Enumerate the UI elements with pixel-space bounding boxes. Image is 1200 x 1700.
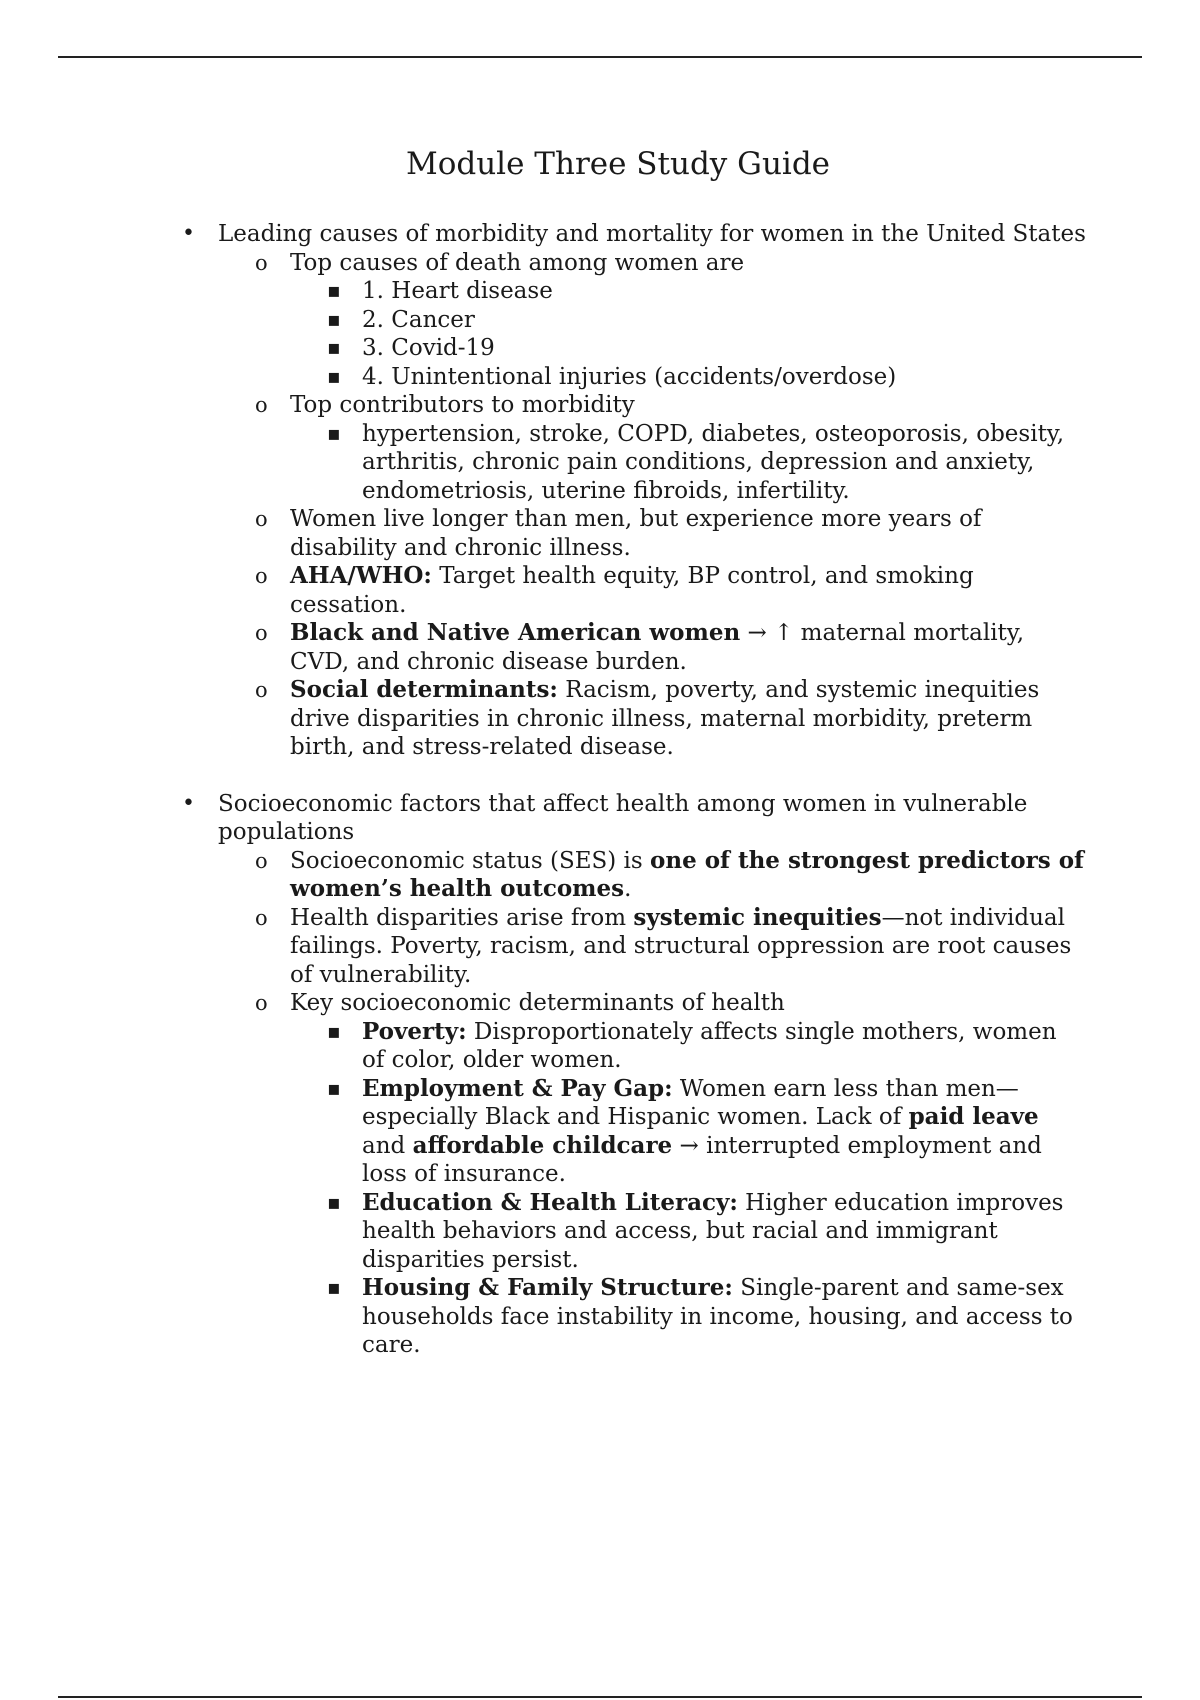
list-item-socioeconomic: • Socioeconomic factors that affect health among women in vulnerable populations — [182, 790, 1028, 845]
document-title: Module Three Study Guide — [405, 146, 831, 182]
circle-bullet-icon: o — [255, 564, 268, 588]
circle-bullet-icon: o — [255, 848, 268, 873]
list-item-ses: o Socioeconomic status (SES) is one of the strongest predictors of women’s health outcomes. — [255, 846, 1084, 902]
circle-bullet-icon: o — [255, 507, 268, 531]
circle-bullet-icon: o — [255, 905, 268, 930]
list-item-leading-causes: • Leading causes of morbidity and mortality for women in the United States — [182, 221, 1086, 247]
list-item-longevity: o Women live longer than men, but experience more years of disability and chronic illness. — [255, 506, 982, 561]
list-item: ▪ 3. Covid-19 — [327, 335, 495, 361]
list-item: ▪ 1. Heart disease — [327, 278, 553, 304]
list-item-health-disparities: o Health disparities arise from systemic inequities—not individual failings. Poverty, racism, and structural oppression are root causes of vulnerability. — [255, 903, 1072, 988]
list-item-death-causes: o Top causes of death among women are — [255, 249, 745, 276]
circle-bullet-icon: o — [255, 991, 268, 1015]
list-item-poverty: ▪ Poverty: Disproportionately affects single mothers, women of color, older women. — [327, 1017, 1057, 1073]
square-bullet-icon: ▪ — [327, 1275, 341, 1299]
list-item: ▪ 4. Unintentional injuries (accidents/overdose) — [327, 363, 897, 390]
list-item: ▪ hypertension, stroke, COPD, diabetes, osteoporosis, obesity, arthritis, chronic pain conditions, depression and anxiety, endometriosis, uterine fibroids, infertility. — [327, 420, 1065, 504]
circle-bullet-icon: o — [255, 678, 268, 702]
list-item: ▪ 2. Cancer — [327, 306, 475, 333]
square-bullet-icon: ▪ — [327, 1075, 341, 1100]
list-item-employment: ▪ Employment & Pay Gap: Women earn less than men—especially Black and Hispanic women. Lack of paid leave and affordable childcare → interrupted employment and loss of insurance. — [327, 1074, 1042, 1187]
square-bullet-icon: ▪ — [327, 1189, 341, 1214]
list-item-key-determinants: o Key socioeconomic determinants of health — [255, 990, 785, 1016]
square-bullet-icon: ▪ — [327, 335, 341, 359]
square-bullet-icon: ▪ — [327, 306, 341, 331]
list-item-morbidity: o Top contributors to morbidity — [255, 392, 635, 418]
square-bullet-icon: ▪ — [327, 420, 341, 445]
bullet-icon: • — [182, 221, 195, 246]
square-bullet-icon: ▪ — [327, 1018, 341, 1043]
list-item-education: ▪ Education & Health Literacy: Higher education improves health behaviors and access, but racial and immigrant disparities persist. — [327, 1188, 1064, 1273]
header-rule — [58, 56, 1142, 58]
bullet-icon: • — [182, 790, 195, 816]
list-item-housing: ▪ Housing & Family Structure: Single-parent and same-sex households face instability in income, housing, and access to care. — [327, 1274, 1073, 1358]
square-bullet-icon: ▪ — [327, 363, 341, 388]
list-item-aha-who: o AHA/WHO: Target health equity, BP control, and smoking cessation. — [255, 562, 974, 618]
circle-bullet-icon: o — [255, 621, 268, 645]
footer-rule — [58, 1696, 1142, 1698]
list-item-black-native: o Black and Native American women → ↑ maternal mortality, CVD, and chronic disease burden. — [255, 619, 1025, 675]
square-bullet-icon: ▪ — [327, 278, 341, 302]
document-body — [0, 220, 1200, 1360]
section-gap — [0, 762, 1200, 790]
list-item-social-determinants: o Social determinants: Racism, poverty, and systemic inequities drive disparities in chronic illness, maternal morbidity, preterm birth, and stress-related disease. — [255, 676, 1040, 760]
circle-bullet-icon: o — [255, 250, 268, 275]
circle-bullet-icon: o — [255, 393, 268, 417]
